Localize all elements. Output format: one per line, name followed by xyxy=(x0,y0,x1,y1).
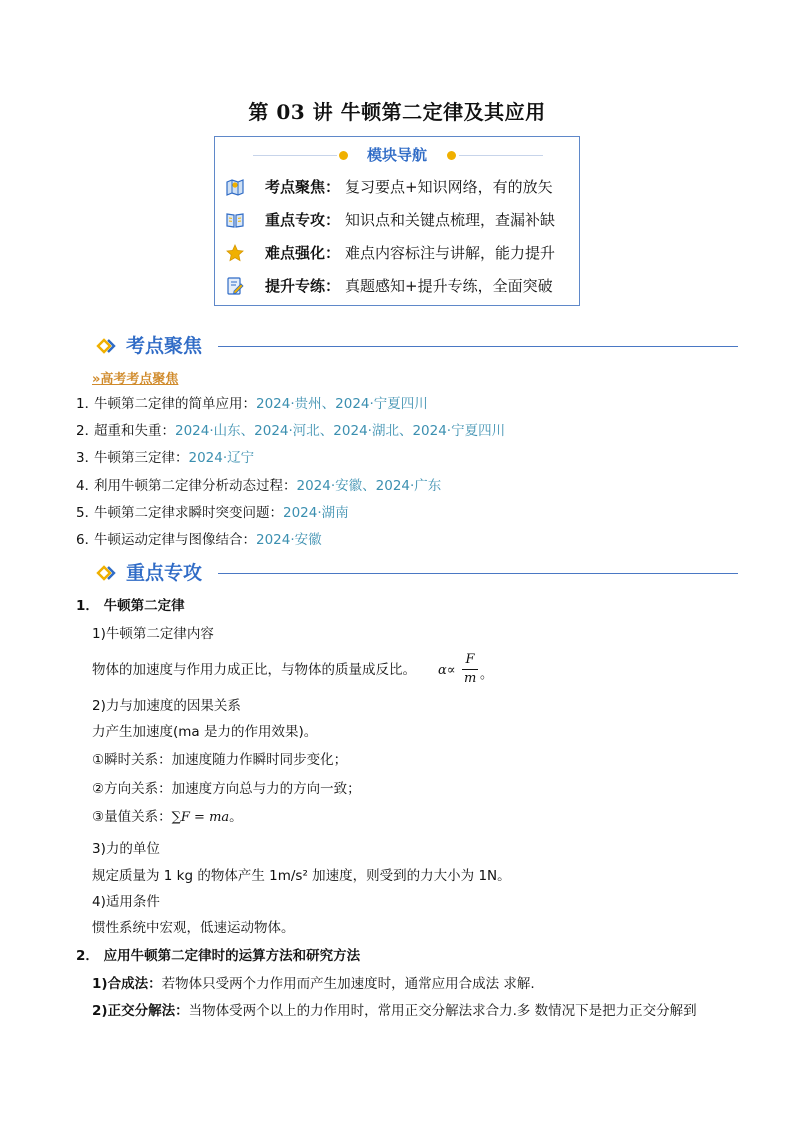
paragraph xyxy=(92,975,535,993)
point-heading: 2)力与加速度的因果关系 xyxy=(92,698,241,714)
exam-reference-link[interactable]: 2024·安徽、2024·广东 xyxy=(296,478,442,494)
fraction-bar xyxy=(462,669,478,670)
divider xyxy=(218,573,738,574)
list-text: 超重和失重： xyxy=(94,423,175,439)
point-heading: 1)牛顿第二定律内容 xyxy=(92,626,214,642)
paragraph xyxy=(92,661,416,679)
paragraph: ②方向关系：加速度方向总与力的方向一致； xyxy=(92,781,361,797)
formula-numerator: F xyxy=(465,652,475,667)
divider xyxy=(253,155,337,156)
method-text: 当物体受两个以上的力作用时，常用正交分解法求合力.多 数情况下是把力正交分解到 xyxy=(188,1003,697,1019)
list-item xyxy=(76,531,322,549)
nav-row-key: 提升专练： xyxy=(265,277,341,295)
dot-icon xyxy=(447,151,456,160)
paragraph-label: ③量值关系： xyxy=(92,809,172,825)
paragraph xyxy=(92,808,243,827)
nav-row-value: 复习要点+知识网络，有的放矢 xyxy=(345,178,553,196)
list-number: 5． xyxy=(76,505,99,521)
star-icon xyxy=(225,243,245,263)
diamond-arrow-icon xyxy=(96,336,120,356)
module-nav-heading xyxy=(215,145,579,165)
divider xyxy=(459,155,543,156)
section-title: 考点聚焦 xyxy=(126,335,203,357)
nav-row-key-points xyxy=(225,208,575,232)
nav-row-value: 难点内容标注与讲解，能力提升 xyxy=(345,244,556,262)
nav-row-practice xyxy=(225,274,575,298)
nav-row-value: 知识点和关键点梳理，查漏补缺 xyxy=(345,211,556,229)
module-nav-title: 模块导航 xyxy=(366,146,427,164)
paragraph xyxy=(92,1002,697,1020)
point-heading: 4)适用条件 xyxy=(92,894,160,910)
list-item xyxy=(76,477,441,495)
list-item xyxy=(76,449,254,467)
list-item xyxy=(76,504,349,522)
exam-reference-link[interactable]: 2024·辽宁 xyxy=(188,450,255,466)
point-heading: 3)力的单位 xyxy=(92,841,160,857)
section-subtitle-text: 高考考点聚焦 xyxy=(100,372,179,387)
list-item xyxy=(76,395,428,413)
nav-row-value: 真题感知+提升专练，全面突破 xyxy=(345,277,553,295)
formula-sum: ∑F = ma xyxy=(171,810,230,825)
double-chevron-icon: » xyxy=(92,372,101,387)
method-text: 若物体只受两个力作用而产生加速度时，通常应用合成法 求解. xyxy=(161,976,535,992)
page-title: 第 03 讲 牛顿第二定律及其应用 xyxy=(248,100,546,124)
map-icon xyxy=(225,177,245,197)
nav-row-focus xyxy=(225,175,575,199)
list-text: 利用牛顿第二定律分析动态过程： xyxy=(94,478,297,494)
formula-end: 。 xyxy=(229,809,243,825)
list-number: 3． xyxy=(76,450,99,466)
list-text: 牛顿运动定律与图像结合： xyxy=(94,532,256,548)
list-item xyxy=(76,422,505,440)
list-number: 4． xyxy=(76,478,99,494)
list-text: 牛顿第二定律的简单应用： xyxy=(94,396,256,412)
section-header-focus xyxy=(96,332,742,360)
paragraph: ①瞬时关系：加速度随力作瞬时同步变化； xyxy=(92,752,348,768)
exam-reference-link[interactable]: 2024·湖南 xyxy=(283,505,349,521)
list-number: 1． xyxy=(76,396,99,412)
paragraph-text: 物体的加速度与作用力成正比，与物体的质量成反比。 xyxy=(92,662,416,678)
edit-icon xyxy=(225,276,245,296)
exam-reference-link[interactable]: 2024·山东、2024·河北、2024·湖北、2024·宁夏四川 xyxy=(175,423,506,439)
section-header-key-points xyxy=(96,559,742,587)
module-nav-box xyxy=(214,136,580,306)
nav-row-key: 考点聚焦： xyxy=(265,178,341,196)
list-text: 牛顿第二定律求瞬时突变问题： xyxy=(94,505,283,521)
subsection-heading: 2． 应用牛顿第二定律时的运算方法和研究方法 xyxy=(76,948,361,964)
formula-end: 。 xyxy=(480,667,494,682)
paragraph: 力产生加速度(ma 是力的作用效果)。 xyxy=(92,724,318,740)
formula-lhs: α∝ xyxy=(438,663,456,678)
method-label: 1)合成法： xyxy=(92,976,162,992)
section-subtitle xyxy=(92,368,178,387)
nav-row-key: 难点强化： xyxy=(265,244,341,262)
nav-row-difficulty xyxy=(225,241,575,265)
dot-icon xyxy=(339,151,348,160)
subsection-heading: 1． 牛顿第二定律 xyxy=(76,598,185,614)
diamond-arrow-icon xyxy=(96,563,120,583)
paragraph: 惯性系统中宏观，低速运动物体。 xyxy=(92,920,295,936)
formula-denominator: m xyxy=(464,671,477,686)
section-title: 重点专攻 xyxy=(126,562,203,584)
divider xyxy=(218,346,738,347)
exam-reference-link[interactable]: 2024·贵州、2024·宁夏四川 xyxy=(256,396,428,412)
method-label: 2)正交分解法： xyxy=(92,1003,189,1019)
paragraph: 规定质量为 1 kg 的物体产生 1m/s² 加速度，则受到的力大小为 1N。 xyxy=(92,868,511,884)
list-number: 2． xyxy=(76,423,99,439)
nav-row-key: 重点专攻： xyxy=(265,211,341,229)
exam-reference-link[interactable]: 2024·安徽 xyxy=(256,532,322,548)
list-text: 牛顿第三定律： xyxy=(94,450,189,466)
book-icon xyxy=(225,210,245,230)
list-number: 6． xyxy=(76,532,99,548)
